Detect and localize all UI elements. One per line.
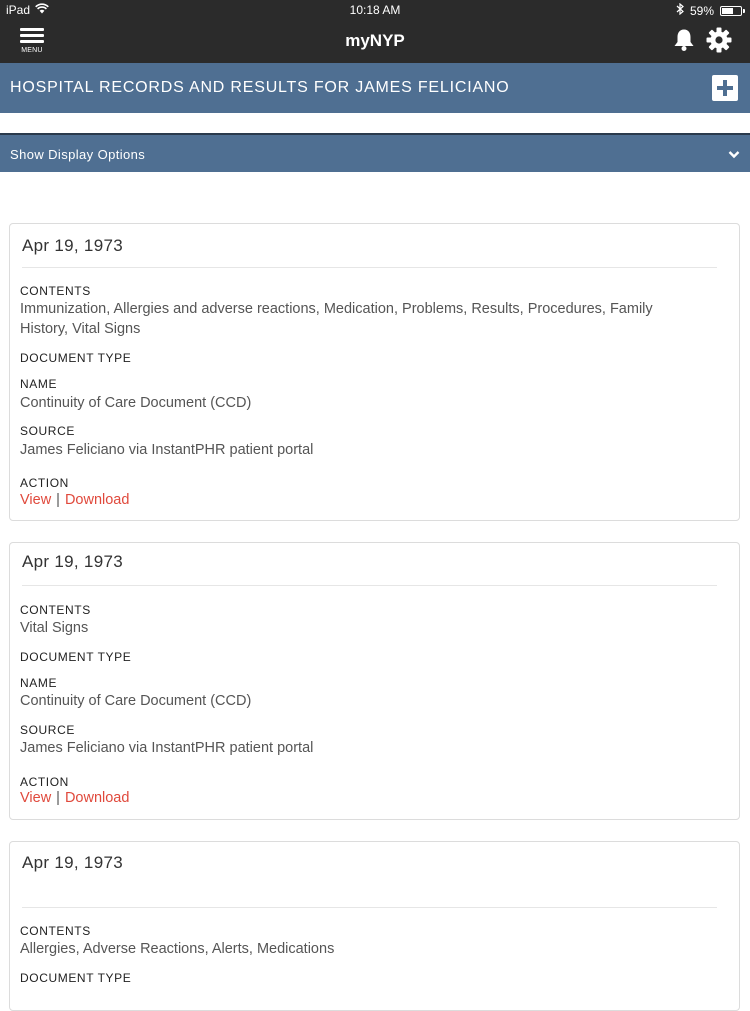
record-card: [9, 542, 740, 820]
name-label: NAME: [20, 676, 58, 690]
notifications-bell-icon[interactable]: [673, 28, 695, 57]
source-label: SOURCE: [20, 424, 75, 438]
name-value: Continuity of Care Document (CCD): [20, 693, 252, 709]
contents-label: CONTENTS: [20, 924, 91, 938]
source-value: James Feliciano via InstantPHR patient portal: [20, 442, 314, 458]
contents-label: CONTENTS: [20, 284, 91, 298]
record-card: [9, 841, 740, 1011]
action-label: ACTION: [20, 775, 69, 789]
display-options-label: Show Display Options: [10, 147, 146, 162]
add-record-button[interactable]: [712, 75, 738, 101]
document-type-label: DOCUMENT TYPE: [20, 971, 132, 985]
name-value: Continuity of Care Document (CCD): [20, 395, 252, 411]
action-links: [20, 492, 129, 508]
source-value: James Feliciano via InstantPHR patient portal: [20, 740, 314, 756]
card-divider: [22, 585, 717, 586]
download-link[interactable]: Download: [64, 790, 130, 806]
settings-gear-icon[interactable]: [706, 27, 732, 58]
menu-label: MENU: [21, 47, 43, 54]
contents-label: CONTENTS: [20, 603, 91, 617]
view-link[interactable]: View: [20, 492, 52, 508]
download-link[interactable]: Download: [64, 492, 130, 508]
record-date: Apr 19, 1973: [22, 552, 123, 571]
device-label: iPad: [6, 3, 31, 17]
contents-value: Immunization, Allergies and adverse reactions, Medication, Problems, Results, Procedures, Family History, Vital Signs: [20, 301, 653, 337]
battery-percent: 59%: [689, 3, 714, 18]
plus-icon-stem: [723, 80, 727, 96]
card-divider: [22, 267, 717, 268]
contents-value: Allergies, Adverse Reactions, Alerts, Medications: [20, 941, 335, 957]
display-options-toggle[interactable]: [0, 133, 750, 172]
action-label: ACTION: [20, 476, 69, 490]
battery-fill: [722, 8, 733, 14]
contents-value: Vital Signs: [20, 620, 89, 636]
status-bar: [0, 0, 750, 20]
source-label: SOURCE: [20, 723, 75, 737]
bluetooth-icon: [676, 3, 684, 18]
card-divider: [22, 907, 717, 908]
record-date: Apr 19, 1973: [22, 853, 123, 872]
battery-icon: [720, 6, 742, 16]
record-date: Apr 19, 1973: [22, 236, 123, 255]
document-type-label: DOCUMENT TYPE: [20, 650, 132, 664]
action-links: [20, 790, 129, 806]
top-bar: [0, 0, 750, 63]
link-separator: |: [56, 492, 60, 508]
page-header: [0, 63, 750, 113]
nav-bar: [0, 20, 750, 63]
link-separator: |: [56, 790, 60, 806]
document-type-label: DOCUMENT TYPE: [20, 351, 132, 365]
status-time: 10:18 AM: [349, 3, 401, 17]
record-card: [9, 223, 740, 521]
page-title: HOSPITAL RECORDS AND RESULTS FOR JAMES FELICIANO: [10, 79, 510, 96]
app-title: myNYP: [345, 31, 405, 50]
view-link[interactable]: View: [20, 790, 52, 806]
name-label: NAME: [20, 377, 58, 391]
chevron-down-icon: [728, 146, 740, 164]
